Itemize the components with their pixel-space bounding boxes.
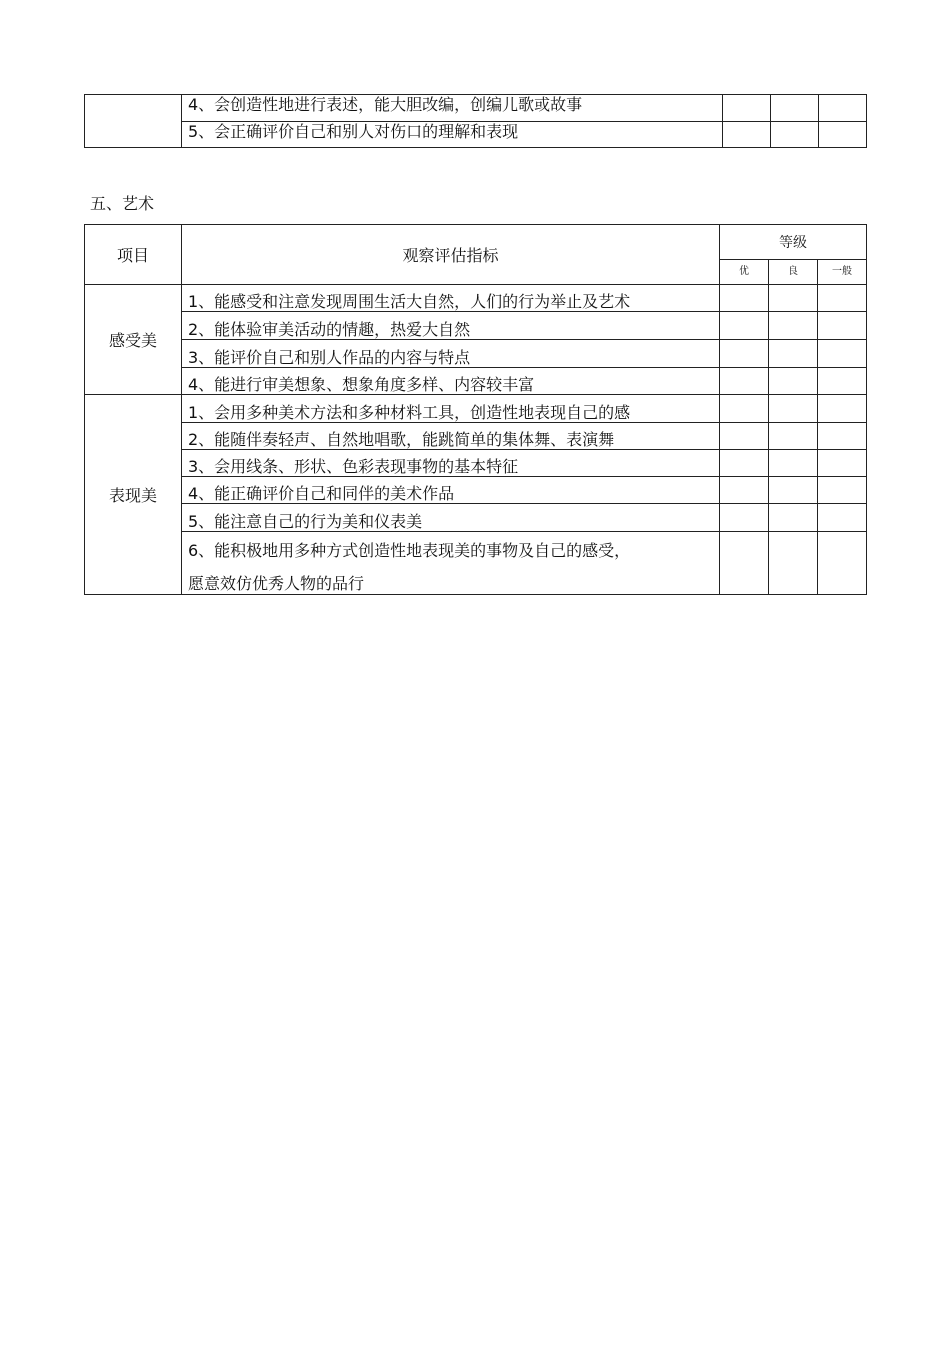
grade-cell-good[interactable] (769, 285, 818, 312)
grade-cell-fair[interactable] (818, 312, 867, 340)
group-name-express-beauty: 表现美 (85, 395, 182, 595)
indicator-cell: 4、能正确评价自己和同伴的美术作品 (182, 477, 720, 504)
table-row (85, 285, 867, 312)
table-row (85, 122, 867, 148)
indicator-line-2: 愿意效仿优秀人物的品行 (188, 574, 365, 593)
indicator-cell: 5、能注意自己的行为美和仪表美 (182, 504, 720, 532)
indicator-cell: 3、会用线条、形状、色彩表现事物的基本特征 (182, 450, 720, 477)
grade-cell-good[interactable] (769, 395, 818, 423)
grade-cell-fair[interactable] (819, 122, 867, 148)
grade-cell-excellent[interactable] (723, 95, 771, 122)
table-row (85, 340, 867, 368)
grade-cell-fair[interactable] (818, 504, 867, 532)
grade-cell-good[interactable] (769, 312, 818, 340)
grade-cell-good[interactable] (769, 340, 818, 368)
grade-cell-excellent[interactable] (720, 423, 769, 450)
table-row (85, 532, 867, 595)
indicator-cell: 4、会创造性地进行表述，能大胆改编，创编儿歌或故事 (182, 95, 723, 122)
grade-cell-good[interactable] (769, 368, 818, 395)
table-row (85, 450, 867, 477)
header-row (85, 225, 867, 260)
indicator-cell: 1、能感受和注意发现周围生活大自然，人们的行为举止及艺术 (182, 285, 720, 312)
indicator-cell: 3、能评价自己和别人作品的内容与特点 (182, 340, 720, 368)
grade-cell-fair[interactable] (818, 395, 867, 423)
section-title: 五、艺术 (90, 194, 155, 213)
header-project: 项目 (85, 225, 182, 285)
grade-cell-good[interactable] (769, 504, 818, 532)
previous-evaluation-table (84, 94, 867, 148)
grade-cell-fair[interactable] (818, 340, 867, 368)
grade-cell-excellent[interactable] (720, 312, 769, 340)
header-grade-fair: 一般 (818, 260, 867, 285)
grade-cell-excellent[interactable] (720, 285, 769, 312)
grade-cell-excellent[interactable] (720, 477, 769, 504)
indicator-cell: 2、能随伴奏轻声、自然地唱歌，能跳简单的集体舞、表演舞 (182, 423, 720, 450)
indicator-cell: 4、能进行审美想象、想象角度多样、内容较丰富 (182, 368, 720, 395)
grade-cell-excellent[interactable] (720, 340, 769, 368)
indicator-cell: 1、会用多种美术方法和多种材料工具，创造性地表现自己的感 (182, 395, 720, 423)
indicator-cell: 5、会正确评价自己和别人对伤口的理解和表现 (182, 122, 723, 148)
table-row (85, 395, 867, 423)
grade-cell-fair[interactable] (819, 95, 867, 122)
indicator-cell-multiline (182, 532, 720, 595)
grade-cell-good[interactable] (769, 450, 818, 477)
grade-cell-good[interactable] (771, 95, 819, 122)
grade-cell-fair[interactable] (818, 532, 867, 595)
table-row (85, 95, 867, 122)
indicator-line-1: 6、能积极地用多种方式创造性地表现美的事物及自己的感受， (188, 541, 631, 560)
grade-cell-good[interactable] (771, 122, 819, 148)
grade-cell-excellent[interactable] (723, 122, 771, 148)
header-indicators: 观察评估指标 (182, 225, 720, 285)
grade-cell-excellent[interactable] (720, 504, 769, 532)
grade-cell-excellent[interactable] (720, 450, 769, 477)
grade-cell-fair[interactable] (818, 285, 867, 312)
table-row (85, 504, 867, 532)
grade-cell-good[interactable] (769, 477, 818, 504)
grade-cell-good[interactable] (769, 532, 818, 595)
header-grade: 等级 (720, 225, 867, 260)
indicator-cell: 2、能体验审美活动的情趣，热爱大自然 (182, 312, 720, 340)
table-row (85, 368, 867, 395)
grade-cell-fair[interactable] (818, 477, 867, 504)
header-grade-excellent: 优 (720, 260, 769, 285)
grade-cell-fair[interactable] (818, 368, 867, 395)
table-row (85, 423, 867, 450)
grade-cell-excellent[interactable] (720, 532, 769, 595)
project-cell-empty (85, 95, 182, 148)
table-row (85, 312, 867, 340)
grade-cell-fair[interactable] (818, 423, 867, 450)
grade-cell-good[interactable] (769, 423, 818, 450)
grade-cell-fair[interactable] (818, 450, 867, 477)
header-grade-good: 良 (769, 260, 818, 285)
grade-cell-excellent[interactable] (720, 368, 769, 395)
grade-cell-excellent[interactable] (720, 395, 769, 423)
group-name-perceive-beauty: 感受美 (85, 285, 182, 395)
art-evaluation-table (84, 224, 867, 595)
table-row (85, 477, 867, 504)
